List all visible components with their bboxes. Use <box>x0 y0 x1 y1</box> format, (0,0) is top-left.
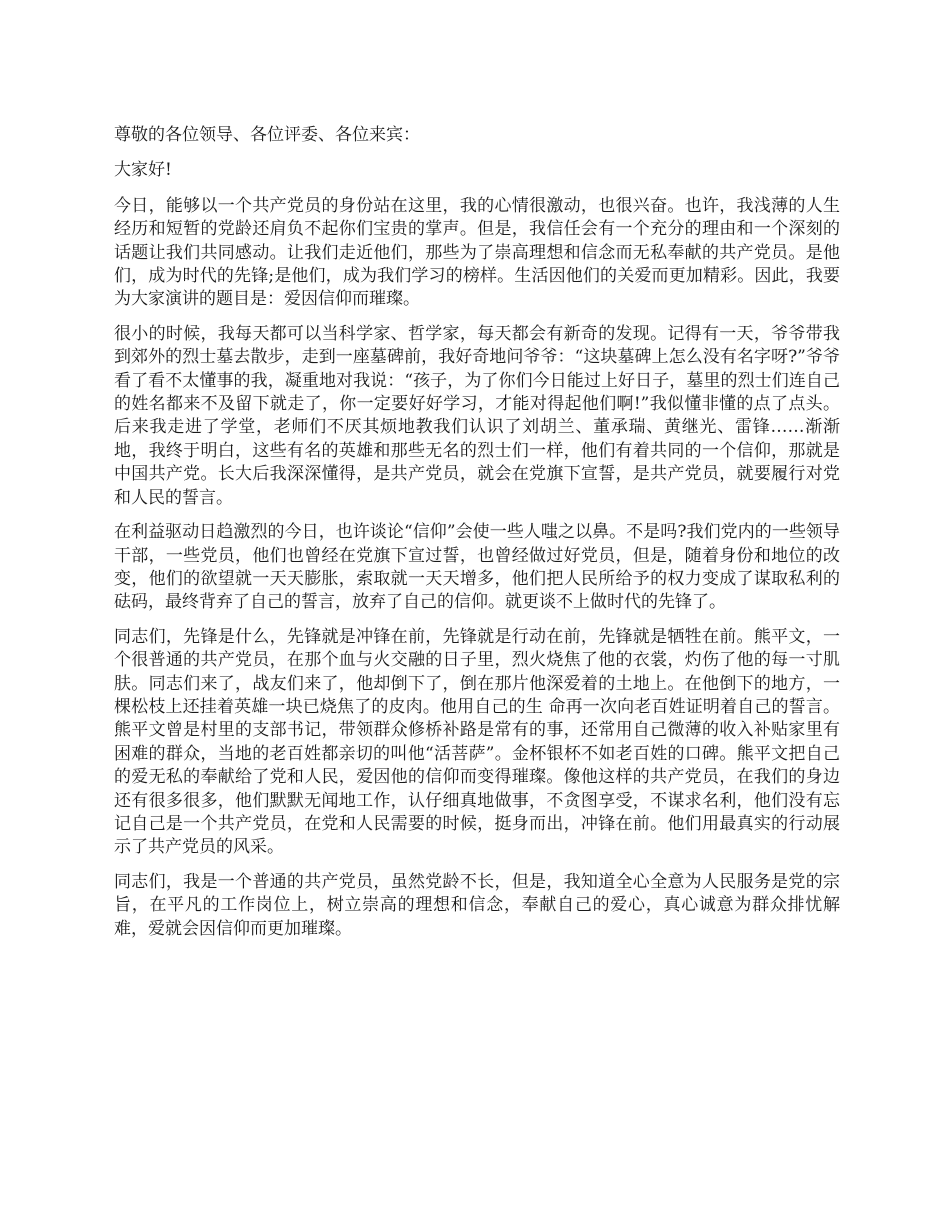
paragraph-conclusion: 同志们，我是一个普通的共产党员，虽然党龄不长，但是，我知道全心全意为人民服务是党的宗旨，在平凡的工作岗位上，树立崇高的理想和信念，奉献自己的爱心，真心诚意为群众排忧解难，爱就会因信仰而更加璀璨。 <box>114 871 840 939</box>
paragraph-intro: 今日，能够以一个共产党员的身份站在这里，我的心情很激动，也很兴奋。也许，我浅薄的人生经历和短暂的党龄还肩负不起你们宝贵的掌声。但是，我信任会有一个充分的理由和一个深刻的话题让我们共同感动。让我们走近他们，那些为了崇高理想和信念而无私奉献的共产党员。是他们，成为时代的先锋;是他们，成为我们学习的榜样。生活因他们的关爱而更加精彩。因此，我要为大家演讲的题目是：爱因信仰而璀璨。 <box>114 195 840 310</box>
salutation: 尊敬的各位领导、各位评委、各位来宾： <box>114 125 420 145</box>
speech-document <box>114 124 840 952</box>
paragraph-belief: 在利益驱动日趋激烈的今日，也许谈论“信仰”会使一些人嗤之以鼻。不是吗?我们党内的一些领导干部，一些党员，他们也曾经在党旗下宣过誓，也曾经做过好党员，但是，随着身份和地位的改变，他们的欲望就一天天膨胀，索取就一天天增多，他们把人民所给予的权力变成了谋取私利的砝码，最终背弃了自己的誓言，放弃了自己的信仰。就更谈不上做时代的先锋了。 <box>114 522 840 613</box>
paragraph-childhood: 很小的时候，我每天都可以当科学家、哲学家，每天都会有新奇的发现。记得有一天，爷爷带我到郊外的烈士墓去散步，走到一座墓碑前，我好奇地问爷爷：“这块墓碑上怎么没有名字呀?”爷爷看了看不太懂事的我，凝重地对我说：“孩子，为了你们今日能过上好日子，墓里的烈士们连自己的姓名都来不及留下就走了，你一定要好好学习，才能对得起他们啊!”我似懂非懂的点了点头。后来我走进了学堂，老师们不厌其烦地教我们认识了刘胡兰、董承瑞、黄继光、雷锋……渐渐地，我终于明白，这些有名的英雄和那些无名的烈士们一样，他们有着共同的一个信仰，那就是中国共产党。长大后我深深懂得，是共产党员，就会在党旗下宣誓，是共产党员，就要履行对党和人民的誓言。 <box>114 323 840 508</box>
paragraph-pioneer: 同志们，先锋是什么，先锋就是冲锋在前，先锋就是行动在前，先锋就是牺牲在前。熊平文，一个很普通的共产党员，在那个血与火交融的日子里，烈火烧焦了他的衣裳，灼伤了他的每一寸肌肤。同志们来了，战友们来了，他却倒下了，倒在那片他深爱着的土地上。在他倒下的地方，一棵松枝上还挂着英雄一块已烧焦了的皮肉。他用自己的生 命再一次向老百姓证明着自己的誓言。熊平文曾是村里的支部书记，带领群众修桥补路是常有的事，还常用自己微薄的收入补贴家里有困难的群众，当地的老百姓都亲切的叫他“活菩萨”。金杯银杯不如老百姓的口碑。熊平文把自己的爱无私的奉献给了党和人民，爱因他的信仰而变得璀璨。像他这样的共产党员，在我们的身边还有很多很多，他们默默无闻地工作，认仔细真地做事，不贪图享受，不谋求名利，他们没有忘记自己是一个共产党员，在党和人民需要的时候，挺身而出，冲锋在前。他们用最真实的行动展示了共产党员的风采。 <box>114 626 840 858</box>
greeting: 大家好! <box>114 160 172 181</box>
